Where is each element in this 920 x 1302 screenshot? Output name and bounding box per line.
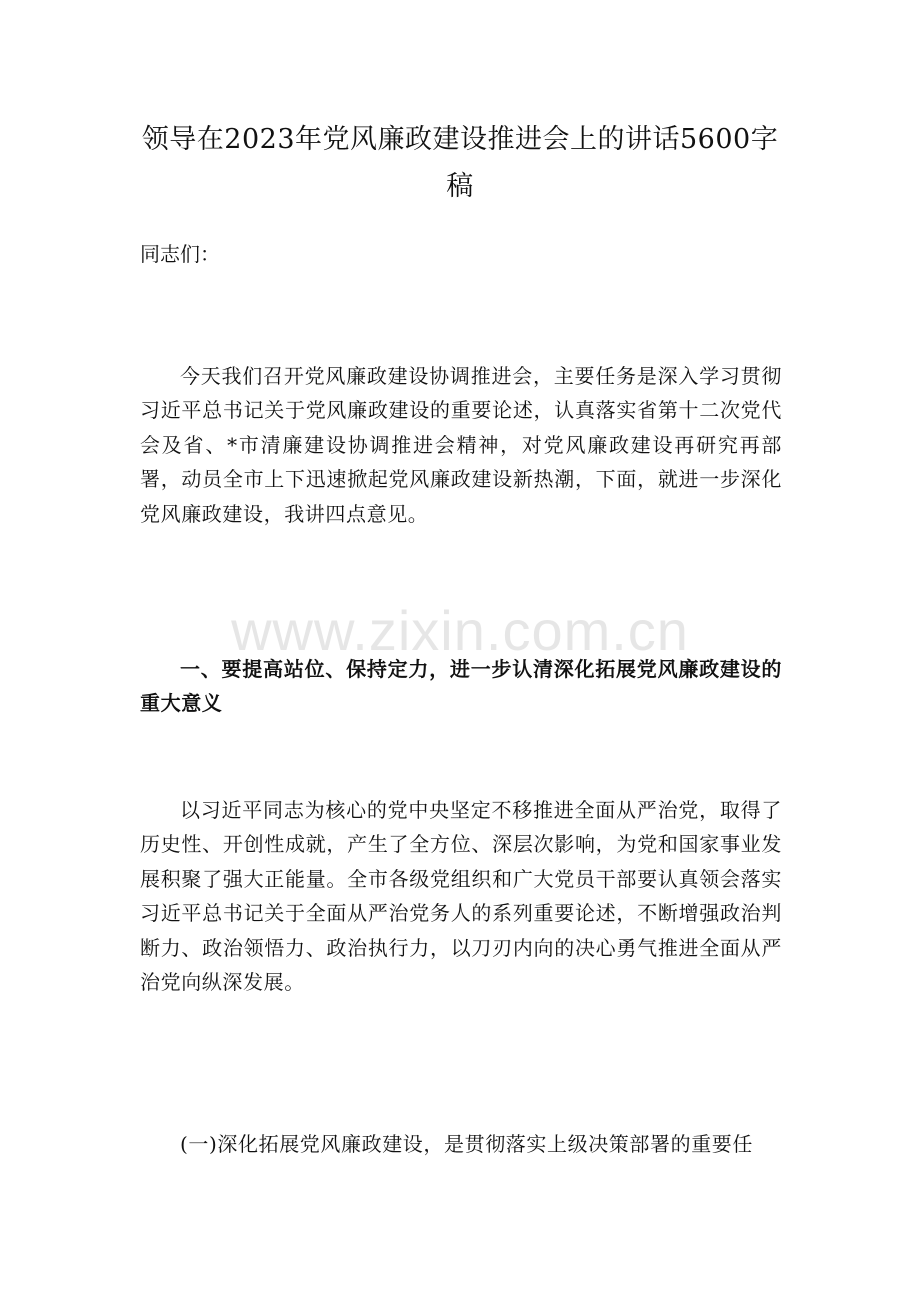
paragraph-section-1: 以习近平同志为核心的党中央坚定不移推进全面从严治党，取得了历史性、开创性成就，产生了全方位、深层次影响，为党和国家事业发展积聚了强大正能量。全市各级党组织和广大党员干部要认真领会落实习近平总书记关于全面从严治党务人的系列重要论述，不断增强政治判断力、政治领悟力、政治执行力，以刀刃内向的决心勇气推进全面从严治党向纵深发展。	[140, 798, 782, 995]
document-title: 领导在2023年党风廉政建设推进会上的讲话5600字稿	[141, 124, 779, 202]
watermark: www.zixin.com.cn	[231, 599, 689, 662]
paragraph-subsection-1: (一)深化拓展党风廉政建设，是贯彻落实上级决策部署的重要任	[180, 1132, 754, 1156]
paragraph-intro: 今天我们召开党风廉政建设协调推进会，主要任务是深入学习贯彻习近平总书记关于党风廉政建设的重要论述，认真落实省第十二次党代会及省、*市清廉建设协调推进会精神，对党风廉政建设再研究再部署，动员全市上下迅速掀起党风廉政建设新热潮，下面，就进一步深化党风廉政建设，我讲四点意见。	[140, 364, 782, 526]
salutation: 同志们：	[140, 242, 220, 266]
section-heading-1: 一、要提高站位、保持定力，进一步认清深化拓展党风廉政建设的重大意义	[140, 657, 782, 716]
